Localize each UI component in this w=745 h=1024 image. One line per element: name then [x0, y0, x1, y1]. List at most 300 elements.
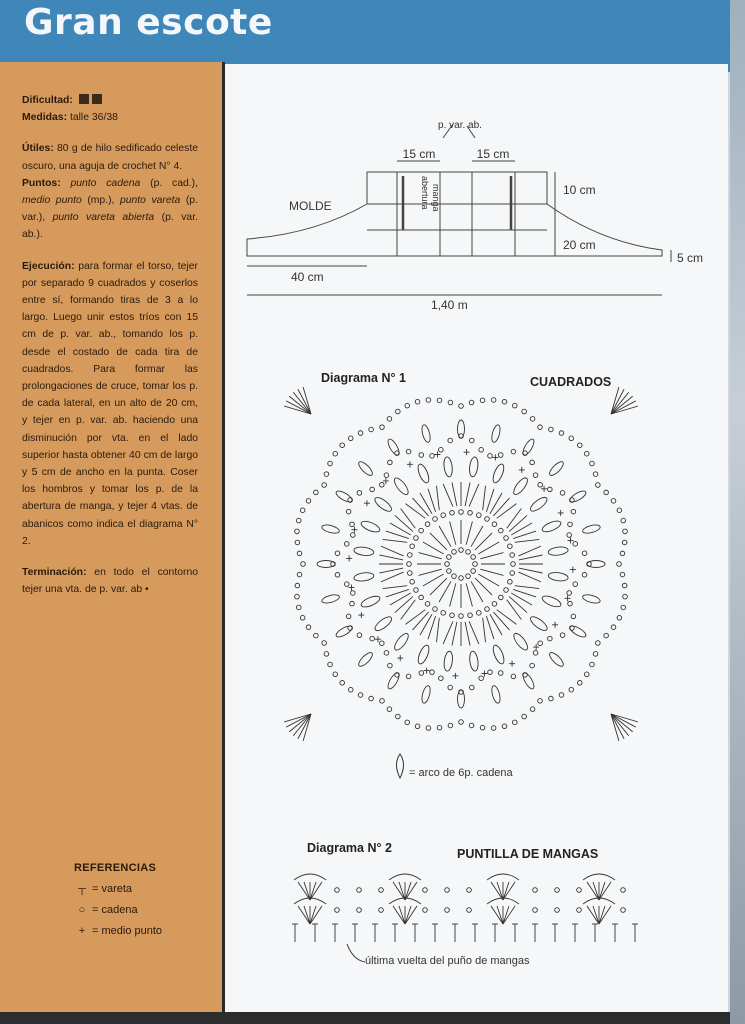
- chain-mark: [380, 483, 385, 488]
- chain-mark: [511, 562, 516, 567]
- chain-mark: [380, 425, 385, 430]
- chain-mark: [357, 908, 362, 913]
- chain-mark: [358, 693, 363, 698]
- vareta-mark: [289, 396, 311, 414]
- chain-mark: [452, 550, 457, 555]
- page-bottom: [0, 1012, 730, 1024]
- chain-mark: [388, 663, 393, 668]
- arc-mark: [357, 651, 375, 669]
- chain-mark: [577, 680, 582, 685]
- chain-mark: [388, 460, 393, 465]
- arc-mark: [511, 631, 530, 652]
- vareta-mark: [599, 882, 605, 900]
- chain-mark: [344, 582, 349, 587]
- vareta-mark: [611, 714, 633, 732]
- chain-mark: [350, 601, 355, 606]
- plus-mark: [452, 673, 458, 679]
- chain-mark: [405, 403, 410, 408]
- dim-total: 1,40 m: [431, 298, 468, 312]
- chain-mark: [559, 693, 564, 698]
- chain-mark: [590, 461, 595, 466]
- molde-label: MOLDE: [289, 199, 332, 213]
- vareta-mark: [405, 504, 425, 519]
- chain-mark: [459, 614, 464, 619]
- chain-mark: [423, 888, 428, 893]
- chain-mark: [433, 607, 438, 612]
- diagram2-title: Diagrama N° 2: [307, 841, 392, 855]
- chain-mark: [358, 431, 363, 436]
- chain-mark: [306, 499, 311, 504]
- plus-icon: +: [78, 925, 86, 937]
- chain-mark: [549, 427, 554, 432]
- chain-mark: [380, 699, 385, 704]
- chain-mark: [414, 536, 419, 541]
- vareta-mark: [401, 600, 416, 620]
- chain-mark: [533, 651, 538, 656]
- puntos-label: Puntos:: [22, 177, 61, 189]
- chain-mark: [577, 443, 582, 448]
- arc-mark: [321, 593, 340, 604]
- vareta-mark: [405, 610, 425, 625]
- chain-mark: [459, 404, 464, 409]
- chain-mark: [508, 544, 513, 549]
- chain-mark: [333, 451, 338, 456]
- chain-mark: [510, 571, 515, 576]
- vareta-mark: [611, 714, 629, 736]
- arc-mark: [548, 546, 569, 557]
- chain-mark: [437, 398, 442, 403]
- chain-mark: [387, 417, 392, 422]
- vareta-mark: [399, 906, 405, 924]
- arc-mark: [386, 438, 401, 457]
- arco-icon: [397, 754, 404, 778]
- chain-mark: [590, 662, 595, 667]
- chain-mark: [499, 528, 504, 533]
- references-legend: [74, 858, 162, 942]
- dim-15-left: 15 cm: [402, 147, 436, 161]
- plus-mark: [567, 537, 573, 543]
- chain-mark: [433, 517, 438, 522]
- chain-mark: [447, 555, 452, 560]
- chain-mark: [441, 513, 446, 518]
- vareta-mark: [497, 610, 517, 625]
- chain-mark: [530, 663, 535, 668]
- vareta-mark: [379, 555, 403, 560]
- chain-mark: [559, 431, 564, 436]
- diagram2-subtitle: PUNTILLA DE MANGAS: [457, 847, 599, 861]
- chain-mark: [407, 571, 412, 576]
- chain-mark: [348, 687, 353, 692]
- vareta-mark: [509, 515, 527, 531]
- chain-mark: [335, 573, 340, 578]
- reference-label: = vareta: [92, 883, 133, 895]
- chain-mark: [314, 490, 319, 495]
- vareta-mark: [401, 508, 416, 528]
- chain-mark: [448, 438, 453, 443]
- vareta-mark: [405, 882, 411, 900]
- plus-mark: [407, 461, 413, 467]
- chain-mark: [405, 720, 410, 725]
- arc-mark: [321, 523, 340, 534]
- chain-mark: [419, 528, 424, 533]
- vareta-mark: [293, 392, 311, 414]
- chain-mark: [533, 473, 538, 478]
- vareta-mark: [443, 621, 453, 644]
- arc-mark: [353, 572, 374, 583]
- puntos-medio: medio punto: [22, 195, 82, 207]
- chain-mark: [459, 548, 464, 553]
- chain-mark: [441, 611, 446, 616]
- chain-mark: [466, 550, 471, 555]
- arc-mark: [373, 495, 394, 514]
- arc-mark: [521, 671, 536, 690]
- reference-item: [74, 879, 162, 900]
- chain-mark: [622, 583, 627, 588]
- chain-mark: [569, 436, 574, 441]
- vareta-mark: [466, 521, 472, 544]
- plus-mark: [552, 622, 558, 628]
- vareta-mark: [469, 484, 479, 507]
- chain-mark: [437, 725, 442, 730]
- chain-mark: [567, 591, 572, 596]
- plus-mark: [509, 661, 515, 667]
- vareta-mark: [452, 482, 457, 506]
- arc-mark: [335, 489, 354, 504]
- chain-mark: [485, 517, 490, 522]
- arc-mark: [511, 476, 530, 497]
- vareta-mark: [515, 539, 539, 542]
- chain-mark: [584, 672, 589, 677]
- plus-mark: [424, 668, 430, 674]
- chain-mark: [567, 533, 572, 538]
- chain-mark: [593, 472, 598, 477]
- plus-mark: [492, 454, 498, 460]
- arc-mark: [583, 874, 615, 880]
- plus-mark: [351, 527, 357, 533]
- diagram-panel: [225, 64, 728, 1014]
- chain-mark: [530, 417, 535, 422]
- chain-mark: [425, 602, 430, 607]
- chain-mark: [473, 562, 478, 567]
- chain-mark: [387, 707, 392, 712]
- vareta-mark: [509, 596, 527, 612]
- terminacion-label: Terminación:: [22, 567, 87, 579]
- reference-item: [74, 921, 162, 942]
- arc-mark: [469, 651, 480, 672]
- chain-mark: [335, 908, 340, 913]
- chain-mark: [621, 908, 626, 913]
- utiles-label: Útiles:: [22, 143, 54, 155]
- chain-mark: [469, 400, 474, 405]
- chain-mark: [423, 908, 428, 913]
- chain-mark: [584, 451, 589, 456]
- vareta-mark: [515, 586, 539, 589]
- chain-mark: [538, 641, 543, 646]
- arc-mark: [541, 519, 563, 534]
- vareta-mark: [304, 882, 310, 900]
- vareta-mark: [418, 553, 441, 559]
- chain-mark: [530, 707, 535, 712]
- chain-mark: [522, 409, 527, 414]
- chain-mark: [415, 724, 420, 729]
- vareta-mark: [507, 508, 522, 528]
- manga-label: manga: [431, 184, 441, 212]
- vareta-mark: [383, 586, 407, 589]
- chain-mark: [560, 633, 565, 638]
- chain-mark: [301, 562, 306, 567]
- vareta-mark: [593, 882, 599, 900]
- arc-mark: [386, 671, 401, 690]
- chain-mark: [300, 615, 305, 620]
- instructions-text: [22, 92, 198, 608]
- references-title: REFERENCIAS: [74, 862, 157, 874]
- chain-mark: [533, 888, 538, 893]
- chain-mark: [499, 595, 504, 600]
- chain-mark: [384, 473, 389, 478]
- arc-mark: [521, 438, 536, 457]
- difficulty-square-icon: [79, 94, 89, 104]
- chain-mark: [593, 652, 598, 657]
- arc-mark: [490, 424, 501, 443]
- chain-mark: [560, 491, 565, 496]
- chain-mark: [450, 613, 455, 618]
- chain-mark: [384, 651, 389, 656]
- arc-mark: [416, 644, 431, 666]
- chain-mark: [467, 908, 472, 913]
- chain-mark: [379, 888, 384, 893]
- chain-mark: [504, 536, 509, 541]
- vareta-mark: [405, 882, 417, 900]
- plus-mark: [364, 500, 370, 506]
- chain-mark: [512, 403, 517, 408]
- arc-mark: [490, 685, 501, 704]
- arc-mark: [317, 561, 335, 568]
- difficulty-square-icon: [92, 94, 102, 104]
- chain-mark: [485, 607, 490, 612]
- dim-15-right: 15 cm: [476, 147, 510, 161]
- vareta-mark: [599, 882, 611, 900]
- vareta-mark: [383, 539, 407, 542]
- chain-mark: [357, 633, 362, 638]
- chain-mark: [488, 670, 493, 675]
- chain-mark: [447, 569, 452, 574]
- chain-mark: [622, 540, 627, 545]
- arc-mark: [548, 460, 566, 478]
- vareta-mark: [466, 583, 472, 606]
- vareta-mark: [503, 882, 509, 900]
- chain-mark: [414, 588, 419, 593]
- chain-mark: [468, 510, 473, 515]
- vareta-mark: [611, 392, 629, 414]
- chain-mark: [620, 551, 625, 556]
- chain-mark: [333, 672, 338, 677]
- chain-mark: [396, 714, 401, 719]
- arrow-icon: [347, 944, 365, 962]
- chain-mark: [300, 508, 305, 513]
- chain-mark: [426, 398, 431, 403]
- chain-mark: [511, 674, 516, 679]
- chain-mark: [452, 574, 457, 579]
- chain-mark: [430, 454, 435, 459]
- vareta-mark: [405, 906, 411, 924]
- vareta-mark: [503, 906, 509, 924]
- chain-mark: [419, 595, 424, 600]
- chain-mark: [467, 888, 472, 893]
- vareta-mark: [289, 714, 311, 732]
- ejecucion-text: para formar el torso, tejer por separado 9 cuadrados y coserlos entre sí, formando tiras de 3 a lo largo. Luego unir estos tríos con 15 cm de p. var. ab., tomando los p. desde el costado de cada tira de cuadrados. Para formar las prolongaciones de cruce, tomar los p. de cada lateral, en un alto de 20 cm, y tejer en p. var. ab. haciendo una disminución por vta. en el lado superior hasta obtener 40 cm de largo y 5 cm de ancho en la punta. Coser los hombros y tomar los p. de la abertura de manga, y tejer 4 vtas. de abanicos como indica el diagrama N° 2.: [22, 260, 198, 547]
- vareta-mark: [518, 572, 541, 582]
- arc-mark: [548, 571, 569, 582]
- vareta-mark: [310, 906, 322, 924]
- chain-mark: [611, 499, 616, 504]
- chain-mark: [410, 579, 415, 584]
- chain-mark: [511, 449, 516, 454]
- arc-mark: [528, 495, 549, 514]
- vareta-mark: [310, 906, 316, 924]
- chain-mark: [410, 544, 415, 549]
- molde-outline: [247, 172, 662, 256]
- chain-mark: [415, 399, 420, 404]
- vareta-mark: [593, 906, 599, 924]
- vareta-mark: [310, 882, 316, 900]
- chain-mark: [617, 615, 622, 620]
- plus-mark: [349, 585, 355, 591]
- medidas-value: talle 36/38: [69, 112, 118, 124]
- chain-mark: [604, 633, 609, 638]
- diagram2-note: última vuelta del puño de mangas: [365, 955, 530, 967]
- chain-mark: [596, 641, 601, 646]
- chain-mark: [297, 572, 302, 577]
- ejecucion-label: Ejecución:: [22, 260, 75, 272]
- chain-mark: [571, 509, 576, 514]
- vareta-mark: [412, 498, 428, 516]
- arc-mark: [392, 476, 411, 497]
- arc-mark: [294, 874, 326, 880]
- chain-mark: [295, 583, 300, 588]
- chain-mark: [502, 724, 507, 729]
- vareta-mark: [519, 568, 543, 573]
- chain-mark: [324, 472, 329, 477]
- chain-mark: [335, 888, 340, 893]
- chain-mark: [450, 510, 455, 515]
- puntos-vareta-abierta: punto vareta abierta: [52, 212, 155, 224]
- chain-mark: [370, 636, 375, 641]
- chain-mark: [322, 641, 327, 646]
- vareta-mark: [379, 568, 403, 573]
- chain-mark: [445, 908, 450, 913]
- vareta-mark: [443, 484, 453, 507]
- dim-20: 20 cm: [563, 238, 596, 252]
- vareta-mark: [304, 906, 310, 924]
- chain-mark: [533, 908, 538, 913]
- puntos-vareta-abierta-abbr: (p. var. ab.).: [22, 212, 198, 241]
- diagram1-legend: = arco de 6p. cadena: [409, 767, 513, 779]
- chain-mark: [328, 461, 333, 466]
- chain-mark: [380, 641, 385, 646]
- arc-mark: [487, 874, 519, 880]
- vareta-mark: [381, 546, 404, 556]
- chain-mark: [538, 699, 543, 704]
- arc-mark: [420, 424, 431, 443]
- arc-mark: [373, 614, 394, 633]
- plus-mark: [519, 467, 525, 473]
- chain-mark: [470, 438, 475, 443]
- vareta-mark: [480, 553, 503, 559]
- chain-mark: [314, 633, 319, 638]
- vareta-mark: [519, 555, 543, 560]
- page-title: Gran escote: [24, 2, 273, 43]
- vareta-mark: [469, 621, 479, 644]
- puntos-vareta-abbr: (p. var.),: [22, 195, 198, 224]
- chain-mark: [573, 582, 578, 587]
- arc-mark: [541, 594, 563, 609]
- chain-mark: [459, 576, 464, 581]
- chain-mark: [512, 720, 517, 725]
- plus-mark: [397, 655, 403, 661]
- arc-mark: [458, 690, 465, 708]
- chain-mark: [322, 483, 327, 488]
- chain-mark: [504, 588, 509, 593]
- plus-mark: [482, 670, 488, 676]
- chain-mark: [582, 551, 587, 556]
- arc-mark: [360, 594, 382, 609]
- reference-item: [74, 900, 162, 921]
- chain-mark: [604, 490, 609, 495]
- vareta-mark: [491, 882, 503, 900]
- arc-mark: [416, 463, 431, 485]
- vareta-mark: [518, 546, 541, 556]
- chain-mark: [370, 487, 375, 492]
- vareta-mark: [493, 498, 509, 516]
- plus-mark: [565, 595, 571, 601]
- dim-5: 5 cm: [677, 251, 704, 265]
- chain-mark: [466, 574, 471, 579]
- chain-mark: [573, 542, 578, 547]
- arc-mark: [582, 593, 601, 604]
- chain-mark: [522, 714, 527, 719]
- chain-mark: [538, 483, 543, 488]
- plus-mark: [558, 510, 564, 516]
- chain-mark: [510, 553, 515, 558]
- arc-mark: [468, 456, 479, 477]
- chain-mark: [295, 540, 300, 545]
- chain-mark: [407, 562, 412, 567]
- arc-mark: [587, 561, 605, 568]
- chain-mark: [469, 723, 474, 728]
- plus-mark: [464, 449, 470, 455]
- arc-mark: [568, 489, 587, 504]
- vareta-mark: [395, 596, 413, 612]
- chain-mark: [571, 614, 576, 619]
- chain-mark: [406, 674, 411, 679]
- chain-mark: [448, 723, 453, 728]
- vareta-mark: [298, 882, 310, 900]
- chain-mark: [340, 680, 345, 685]
- puntos-cadena: punto cadena: [70, 177, 141, 189]
- vareta-mark: [599, 906, 611, 924]
- chain-mark: [419, 671, 424, 676]
- chain-mark: [350, 522, 355, 527]
- vareta-mark: [405, 906, 417, 924]
- chain-mark: [344, 542, 349, 547]
- crochet-square-diagram: [284, 387, 638, 741]
- chain-mark: [470, 685, 475, 690]
- vareta-mark: [436, 618, 439, 642]
- medidas-label: Medidas:: [22, 112, 68, 124]
- chain-mark: [426, 726, 431, 731]
- abertura-label: abertura: [420, 176, 430, 210]
- chain-mark: [530, 460, 535, 465]
